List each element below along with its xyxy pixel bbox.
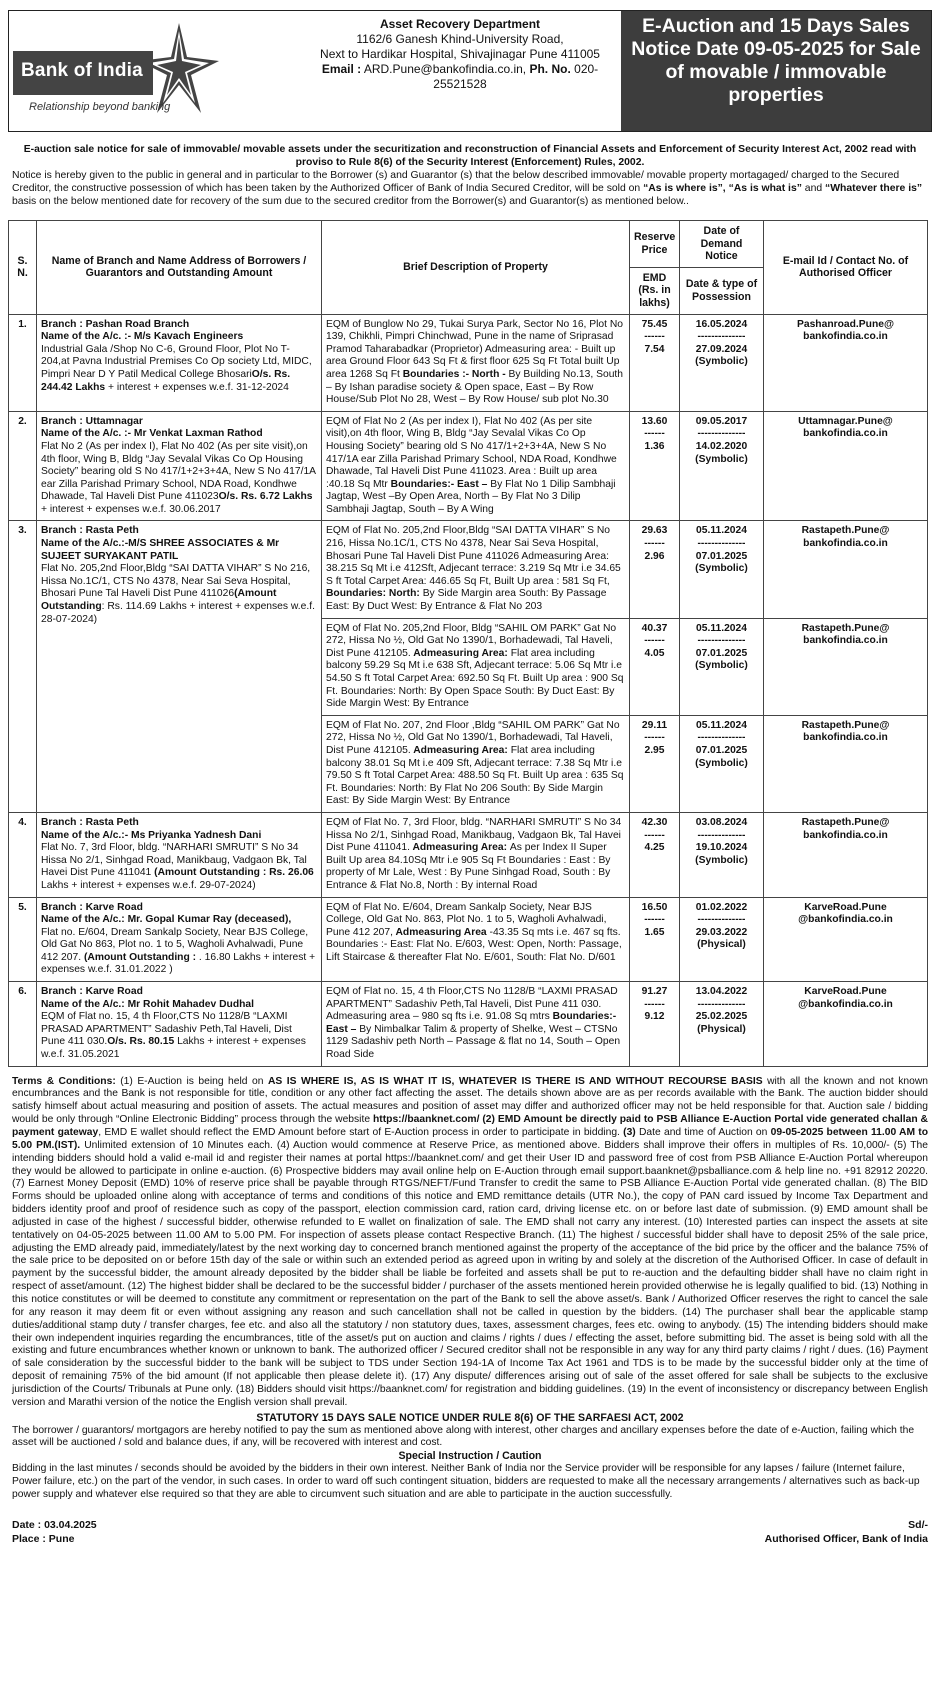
- officer-email-2: @bankofindia.co.in: [798, 998, 893, 1010]
- property-description: [322, 411, 630, 521]
- bank-logo-block: [9, 11, 299, 131]
- separator: --------------: [697, 829, 746, 841]
- possession-type: (Symbolic): [695, 453, 748, 465]
- possession-date: 14.02.2020: [695, 440, 748, 452]
- borrower-cell: [37, 411, 322, 521]
- borrower-address: EQM of Flat no. 15, 4 th Floor,CTS No 1128/B “LAXMI PRASAD APARTMENT” Sadashiv Peth,Tal Haveli, Dist Pune 411 030.: [41, 1011, 292, 1048]
- col-branch: Name of Branch and Name Address of Borrowers / Guarantors and Outstanding Amount: [37, 221, 322, 315]
- dates-cell: [680, 411, 764, 521]
- possession-type: (Physical): [697, 1023, 746, 1035]
- possession-type: (Symbolic): [695, 757, 748, 769]
- intro-text-2: basis on the below mentioned date for recovery of the sum due to the secured creditor from the Borrower(s) and Guarantor(s) as mentioned below..: [12, 196, 689, 207]
- description-bold: Admeasuring Area:: [410, 647, 511, 659]
- department-phone: 020-25521528: [433, 62, 599, 91]
- emd-amount: 2.95: [644, 744, 665, 756]
- description-bold: Boundaries:- East –: [326, 1011, 617, 1035]
- terms-text-1f: (3): [623, 1127, 636, 1138]
- officer-email-2: bankofindia.co.in: [803, 428, 888, 440]
- officer-email-2: bankofindia.co.in: [803, 538, 888, 550]
- demand-date: 13.04.2022: [695, 986, 748, 998]
- terms-text-1d: https://baanknet.com/ (2) EMD Amount be directly paid to PSB Alliance E-Auction Portal vide generated challan & payment gateway: [12, 1114, 928, 1138]
- officer-email-cell: [764, 411, 928, 521]
- officer-email-cell: [764, 897, 928, 982]
- intro-paragraph: [8, 169, 932, 208]
- officer-email-2: bankofindia.co.in: [803, 732, 888, 744]
- borrower-cell: [37, 897, 322, 982]
- reserve-emd-cell: [630, 314, 680, 411]
- description-text: EQM of Flat No. 7, 3rd Floor, bldg. “NARHARI SMRUTI” S No 34 Hissa No 2/1, Sinhgad Road, Manikbaug, Vadgaon Bk, Tal Havei Dist Pune 411041.: [326, 816, 622, 854]
- officer-email-1: Pashanroad.Pune@: [796, 318, 895, 330]
- emd-amount: 4.05: [644, 647, 665, 659]
- reserve-price: 16.50: [641, 901, 668, 913]
- emd-amount: 4.25: [644, 842, 665, 854]
- notice-place: Place : Pune: [12, 1532, 75, 1545]
- possession-type: (Symbolic): [695, 660, 748, 672]
- description-bold: Boundaries:- East –: [387, 478, 491, 490]
- bank-tagline: Relationship beyond banking: [29, 101, 171, 113]
- separator: ------: [644, 732, 665, 744]
- email-label: Email :: [321, 62, 362, 76]
- separator: --------------: [697, 998, 746, 1010]
- description-bold: Admeasuring Area:: [409, 842, 510, 854]
- terms-text-rest: Unlimited extension of 10 Minutes each. (4) Auction would commence at Reserve Price, as mentioned above. Bidders shall improve their offers in multiples of Rs. 10,000/- (5) The intending bidders should hold a valid e-mail id and register their names at portal https://baanknet.com/ and get their User ID and password free of cost from PSB Alliance E-Auction Portal whereupon they would be allowed to participate in online e-auction. (6) Prospective bidders may avail online help on E-Auction through email support.baanknet@psballiance.com & help line no. +91 82912 20220. (7) Earnest Money Deposit (EMD) 10% of reserve price shall be payable through RTGS/NEFT/Fund Transfer to credit the same to PSB Alliance E-Auction Portal vide generated challan. (8) The BID Forms should be uploaded online along with acceptance of terms and conditions of this notice and EMD remittance details (UTR No.), the copy of PAN card issued by Income Tax Department and bidders identity proof and proof of residence such as copy of the passport, election commission card, ration card, driving license etc. on or before last date of submission. (9) EMD amount shall be adjusted in case of the highest / successful bidder, otherwise refunded to E wallet on finalization of sale. The EMD shall not carry any interest. (10) Interested parties can inspect the assets at site tentatively on 04-05-2025 between 11.00 AM to 5.00 PM. For inspection of assets please contact Respective Branch. (11) The highest / successful bidder shall have to deposit 25% of the sale price, adjusting the EMD already paid, immediately/latest by the next working day to concerned branch mentioned against the property of the acceptance of the bid price by the officer and the balance 75% of the sale price to be deposited on or before 15th day of the sale or within such an extended period as agreed upon in writing by and solely at the discretion of the Authorised Officer. In case of default in payment by the successful bidder, the amount already deposited by the bidder shall be liable be forfeited and assets shall be put to re-auction and the defaulting bidder shall have no claim right in respect of asset/amount. (12) The highest bidder shall be declared to be the successful bidder / purchaser of the assets mentioned herein provided otherwise he is legally qualified to bid. (13) Nothing in this notice constitutes or will be deemed to constitute any commitment or representation on the part of the Bank to sell the above asset/s. Bank / Authorized Officer reserves the right to cancel the sale for any reason it may deem fit or even without assigning any reason and such cancellation shall not be called in question by the bidders. (14) The purchaser shall bear the applicable stamp duties/additional stamp duty / transfer charges, fee etc. and also all the statutory / non statutory dues, taxes, assessment charges, fees etc. owing to anybody. (15) The intending bidders should make their own independent inquiries regarding the encumbrances, title of the asset/s put on auction and claims / rights / dues / effecting the asset, before submitting bid. The asset is being sold with all the existing and future encumbrances whether known or unknown to bank. The authorized officer / Secured creditor shall not be responsible in any way for any third party claims / right / dues. (16) Payment of sale consideration by the successful bidder to the bank will be subject to TDS under Section 194-1A of Income Tax Act 1961 and TDS is to be made by the successful bidder only at the time of deposit of remaining 75% of the bid amount (If not applicable then please delete it). (17) Any dispute/ differences arising out of sale of the asset offered for sale shall be subjects to the exclusive jurisdiction of the Courts/ Tribunals at Pune only. (18) Bidders should visit https://baanknet.com/ for registration and bidding guidelines. (19) In the event of inconsistency or discrepancy between English version and Marathi version of the notice the English version shall prevail.: [12, 1139, 928, 1408]
- property-description: [322, 521, 630, 618]
- notice-date: Date : 03.04.2025: [12, 1518, 97, 1531]
- officer-email-2: @bankofindia.co.in: [798, 914, 893, 926]
- description-rest: By Flat No 1 Dilip Sambhaji Jagtap, West –By Open Area, North – By Flat No 3 Dilip Sambhaji Jagtap, South – By A Wing: [326, 478, 616, 515]
- borrower-address: Industrial Gala /Shop No C-6, Ground Floor, Plot No T-204,at Pavna Industrial Premises Co Op society Ltd, MIDC, Pimpri Near D Y Patil Medical College Bhosari: [41, 343, 312, 380]
- separator: ------: [644, 829, 665, 841]
- possession-date: 07.01.2025: [695, 647, 748, 659]
- emd-amount: 7.54: [644, 343, 665, 355]
- borrower-address: Flat No. 7, 3rd Floor, bldg. “NARHARI SMRUTI” S No 34 Hissa No 2/1, Sinhgad Road, Manikbaug, Vadgaon Bk, Tal Havei Dist Pune 411041: [41, 842, 307, 879]
- possession-type: (Symbolic): [695, 854, 748, 866]
- separator: ------: [644, 914, 665, 926]
- table-row: [9, 897, 928, 982]
- description-bold: Admeasuring Area: [393, 926, 490, 938]
- emd-amount: 2.96: [644, 550, 665, 562]
- branch-name: Branch : Pashan Road Branch: [41, 318, 190, 330]
- statutory-body: The borrower / guarantors/ mortgagors are hereby notified to pay the sum as mentioned above along with interest, other charges and ancillary expenses before the date of e-Auction, failing which the asset will be auctioned / sold and balance dues, if any, will be recovered with interest and cost.: [12, 1424, 915, 1449]
- intro-and: and: [801, 183, 826, 194]
- terms-text-1g: Date and time of Auction on: [635, 1127, 771, 1138]
- borrower-cell: [37, 521, 322, 812]
- intro-heading: E-auction sale notice for sale of immovable/ movable assets under the securitization and reconstruction of Financial Assets and Enforcement of Security Interest Act, 2002 read with proviso to Rule 8(6) of the Security Interest (Enforcement) Rules, 2002.: [23, 144, 917, 168]
- officer-email-1: Uttamnagar.Pune@: [798, 415, 893, 427]
- property-description: [322, 715, 630, 812]
- borrower-address: Flat No. 205,2nd Floor,Bldg “SAI DATTA VIHAR” S No 216, Hissa No.1C/1, CTS No 4378, Near Sai Seva Hospital, Bhosari Pune Tal Haveli Dist Pune 411026: [41, 563, 311, 600]
- possession-type: (Symbolic): [695, 356, 748, 368]
- reserve-emd-cell: [630, 812, 680, 897]
- col-possession: Date & type of Possession: [680, 267, 764, 314]
- separator: --------------: [697, 914, 746, 926]
- branch-name: Branch : Karve Road: [41, 901, 143, 913]
- outstanding-rest: + interest + expenses w.e.f. 31-12-2024: [105, 381, 289, 393]
- demand-date: 16.05.2024: [695, 318, 748, 330]
- demand-date: 05.11.2024: [696, 525, 747, 537]
- dates-cell: [680, 982, 764, 1067]
- col-description: Brief Description of Property: [322, 221, 630, 315]
- property-description: [322, 897, 630, 982]
- outstanding-rest: Lakhs + interest + expenses w.e.f. 29-07-2024): [41, 879, 256, 891]
- reserve-price: 29.63: [641, 525, 668, 537]
- dates-cell: [680, 812, 764, 897]
- outstanding-label: O/s. Rs. 6.72 Lakhs: [218, 491, 313, 503]
- possession-type: (Physical): [697, 939, 746, 951]
- emd-amount: 1.36: [644, 440, 665, 452]
- outstanding-rest: . 16.80 Lakhs + interest + expenses w.e.f. 31.01.2022 ): [41, 951, 316, 976]
- officer-email-1: Rastapeth.Pune@: [801, 719, 890, 731]
- property-description: [322, 314, 630, 411]
- signature: Sd/-: [908, 1518, 928, 1531]
- separator: ------: [644, 538, 665, 550]
- possession-date: 25.02.2025: [695, 1011, 748, 1023]
- separator: ------: [644, 635, 665, 647]
- officer-email-cell: [764, 715, 928, 812]
- properties-table: [8, 220, 928, 1067]
- property-description: [322, 618, 630, 715]
- outstanding-label: (Amount Outstanding: [41, 588, 277, 613]
- separator: ------: [644, 428, 665, 440]
- officer-email-2: bankofindia.co.in: [803, 635, 888, 647]
- outstanding-label: O/s. Rs. 244.42 Lakhs: [41, 368, 291, 393]
- officer-email-1: KarveRoad.Pune: [804, 901, 887, 913]
- authorised-officer: Authorised Officer, Bank of India: [764, 1532, 928, 1545]
- description-rest: By Side Margin area South: By Passage East: By Duct West: By Entrance & Flat No 203: [326, 588, 607, 613]
- outstanding-rest: : Rs. 114.69 Lakhs + interest + expenses w.e.f. 28-07-2024): [41, 601, 315, 625]
- officer-email-1: Rastapeth.Pune@: [801, 622, 890, 634]
- reserve-emd-cell: [630, 982, 680, 1067]
- officer-email-1: Rastapeth.Pune@: [801, 816, 890, 828]
- description-bold: Boundaries: North:: [326, 588, 423, 600]
- account-name: Name of the A/c. :- M/s Kavach Engineers: [41, 331, 244, 343]
- reserve-emd-cell: [630, 715, 680, 812]
- separator: ------: [644, 331, 665, 343]
- department-email: ARD.Pune@bankofindia.co.in,: [363, 62, 527, 76]
- description-text: EQM of Flat No. 205,2nd Floor,Bldg “SAI DATTA VIHAR” S No 216, Hissa No.1C/1, CTS No 4378, Near Sai Seva Hospital, Bhosari Pune Tal Haveli Dist Pune 411026 Admeasuring Area: 38.215 Sq Mt i.e 412Sft, Adjecant terrace: 3.219 Sq Mtr i.e 34.65 S ft Total Carpet Area: 446.65 Sq Ft, Built Up area : 581 Sq Ft,: [326, 525, 621, 587]
- reserve-emd-cell: [630, 897, 680, 982]
- description-text: EQM of Flat no. 15, 4 th Floor,CTS No 1128/B “LAXMI PRASAD APARTMENT” Sadashiv Peth,Tal Haveli, Dist Pune 411 030. Admeasuring area – 980 sq fts i.e. 91.08 Sq mtrs: [326, 986, 618, 1023]
- table-header-row: [9, 221, 928, 268]
- department-address: [299, 11, 621, 131]
- table-row: [9, 314, 928, 411]
- emd-amount: 1.65: [644, 926, 665, 938]
- dates-cell: [680, 897, 764, 982]
- demand-date: 03.08.2024: [695, 816, 748, 828]
- address-line-2: Next to Hardikar Hospital, Shivajinagar Pune 411005: [320, 47, 600, 61]
- separator: --------------: [697, 331, 746, 343]
- officer-email-cell: [764, 314, 928, 411]
- separator: --------------: [697, 538, 746, 550]
- reserve-emd-cell: [630, 411, 680, 521]
- description-rest: Flat area including balcony 38.01 Sq Mt i.e 409 Sft, Adjecant terrace: 7.38 Sq Mtr i.e 79.50 S ft Total Carpet Area: 488.50 Sq Ft. Built Up area : 635 Sq Ft. Boundaries: North: By Flat No 206 South: By Side Margin East: By Side Margin West: By Entrance: [326, 744, 624, 807]
- description-text: EQM of Flat No. E/604, Dream Sankalp Society, Near BJS College, Old Gat No. 863, Plot No. 1 to 5, Wagholi Avhalwadi, Pune 412 207,: [326, 901, 607, 938]
- borrower-cell: [37, 812, 322, 897]
- terms-and-conditions: [8, 1076, 932, 1410]
- description-rest: By Nimbalkar Talim & property of Shelke, West – CTSNo 1129 Sadashiv peth North – Passage & flat no 14, South – Open Road Side: [326, 1023, 621, 1061]
- account-name: Name of the A/c. :- Mr Venkat Laxman Rathod: [41, 428, 263, 440]
- officer-email-cell: [764, 982, 928, 1067]
- terms-text-1b: AS IS WHERE IS, AS IS WHAT IT IS, WHATEVER IS THERE IS AND WITHOUT RECOURSE BASIS: [267, 1075, 763, 1087]
- officer-email-2: bankofindia.co.in: [803, 331, 888, 343]
- table-row: [9, 982, 928, 1067]
- col-demand-date: Date of Demand Notice: [680, 221, 764, 268]
- reserve-price: 29.11: [641, 719, 668, 731]
- officer-email-1: Rastapeth.Pune@: [801, 525, 890, 537]
- borrower-address: Flat No 2 (As per index I), Flat No 402 (As per site visit),on 4th floor, Wing B, Bldg “Jay Sevalal Vikas Co Op Housing Society” bearing old S No 417/1+2+3+4A, New S No 417/1A ear Zilla Parishad Primary School, NDA Road, Kondhwe Dhawade, Tal Haveli Dist Pune 411023: [41, 440, 316, 503]
- terms-text-1h: 09-05-2025 between 11.00 AM to 5.00 PM.(IST).: [12, 1127, 928, 1151]
- description-text: EQM of Flat No. 205,2nd Floor, Bldg “SAHIL OM PARK” Gat No 272, Hissa No ½, Old Gat No 1390/1, Borhadewadi, Tal Haveli, Dist Pune 412105.: [326, 622, 617, 659]
- separator: --------------: [697, 732, 746, 744]
- dates-cell: [680, 715, 764, 812]
- officer-email-1: KarveRoad.Pune: [804, 986, 887, 998]
- account-name: Name of the A/c.:-M/S SHREE ASSOCIATES & Mr SUJEET SURYAKANT PATIL: [41, 538, 280, 562]
- col-sn: S. N.: [9, 221, 37, 315]
- borrower-cell: [37, 982, 322, 1067]
- property-description: [322, 982, 630, 1067]
- separator: --------------: [697, 428, 746, 440]
- reserve-emd-cell: [630, 618, 680, 715]
- description-text: EQM of Flat No. 207, 2nd Floor ,Bldg “SAHIL OM PARK” Gat No 272, Hissa No ½, Old Gat No 1390/1, Borhadewadi, Tal Haveli, Dist Pune 412105.: [326, 719, 620, 756]
- serial-number: 6.: [9, 982, 37, 1067]
- branch-name: Branch : Uttamnagar: [41, 415, 143, 427]
- emd-amount: 9.12: [644, 1011, 665, 1023]
- reserve-price: 91.27: [641, 986, 668, 998]
- demand-date: 05.11.2024: [696, 719, 747, 731]
- possession-type: (Symbolic): [695, 563, 748, 575]
- officer-email-cell: [764, 812, 928, 897]
- intro-quote-2: “Whatever there is”: [825, 183, 923, 194]
- borrower-cell: [37, 314, 322, 411]
- special-body: Bidding in the last minutes / seconds should be avoided by the bidders in their own interest. Neither Bank of India nor the Service provider will be responsible for any lapses / failure (Internet failure, Power failure, etc.) on the part of the vendor, in such cases. In order to ward off such contingent situation, bidders are requested to make all the necessary arrangements / alternatives such as back-up power supply and whatever else required so that they are able to circumvent such situation and are able to participate in the auction successfully.: [12, 1463, 920, 1500]
- terms-text-1c: with all the known and not known encumbrances and the Bank is not responsible for title, condition or any other fact affecting the asset. The details shown above are as per records available with the Bank. The auction bidder should satisfy himself about actual measuring and position of assets. The actual measures and position of asset may differ and authorized officer may not be held responsible for that. Auction sale / bidding would be only through “Online Electronic Bidding” process through the website: [12, 1075, 928, 1126]
- notice-title: E-Auction and 15 Days Sales Notice Date 09-05-2025 for Sale of movable / immovable properties: [621, 11, 931, 131]
- intro-quote-1: “As is where is”, “As is what is”: [643, 183, 802, 194]
- address-line-1: 1162/6 Ganesh Khind-University Road,: [356, 32, 564, 46]
- serial-number: 4.: [9, 812, 37, 897]
- intro-text-1: Notice is hereby given to the public in general and in particular to the Borrower (s) and Guarantor (s) that the below described immovable/ movable property mortagaged/ charged to the Secured Creditor, the constructive possession of which has been taken by the Authorized Officer of Bank of India Secured Creditor, will be sold on: [12, 170, 900, 194]
- account-name: Name of the A/c.:- Ms Priyanka Yadnesh Dani: [41, 829, 262, 841]
- terms-text-1a: (1) E-Auction is being held on: [115, 1075, 268, 1087]
- demand-date: 01.02.2022: [695, 901, 748, 913]
- description-rest: As per Index II Super Built Up area 84.10Sq Mtr i.e 905 Sq Ft Boundaries : East : By property of Mr Lale, West : By Pune Sinhgad Road, South : By Entrance & Flat No.8, North : By internal Road: [326, 842, 611, 891]
- possession-date: 07.01.2025: [695, 550, 748, 562]
- outstanding-label: (Amount Outstanding :: [81, 951, 199, 963]
- col-reserve-price: Reserve Price: [630, 221, 680, 268]
- special-title: Special Instruction / Caution: [398, 1450, 542, 1463]
- serial-number: 3.: [9, 521, 37, 812]
- outstanding-rest: + interest + expenses w.e.f. 30.06.2017: [41, 503, 221, 515]
- possession-date: 29.03.2022: [695, 926, 748, 938]
- demand-date: 09.05.2017: [695, 415, 748, 427]
- officer-email-cell: [764, 521, 928, 618]
- outstanding-label: (Amount Outstanding : Rs. 26.06: [151, 867, 314, 879]
- account-name: Name of the A/c.: Mr Rohit Mahadev Dudhal: [41, 998, 255, 1010]
- reserve-emd-cell: [630, 521, 680, 618]
- reserve-price: 42.30: [641, 816, 668, 828]
- possession-date: 27.09.2024: [695, 343, 748, 355]
- description-rest: Flat area including balcony 59.29 Sq Mt i.e 638 Sft, Adjecant terrace: 5.06 Sq Mtr i.e 54.50 S ft Total Carpet Area: 692.50 Sq Ft. Built Up area : 900 Sq Ft. Boundaries: North: By Open Space South: By Duct East: By Side Margin West: By Entrance: [326, 647, 624, 710]
- serial-number: 2.: [9, 411, 37, 521]
- terms-label: Terms & Conditions:: [12, 1075, 116, 1087]
- description-text: EQM of Flat No 2 (As per index I), Flat No 402 (As per site visit),on 4th floor, Wing B, Bldg “Jay Sevalal Vikas Co Op Housing Society” bearing old S No 417/1+2+3+4A, New S No 417/1A ear Zilla Parishad Primary School, NDA Road, Kondhwe Dhawade, Tal Haveli Dist Pune 411023. Area : Built up area :40.18 Sq Mtr: [326, 415, 617, 490]
- outstanding-rest: Lakhs + interest + expenses w.e.f. 31.05.2021: [41, 1036, 306, 1061]
- description-bold: Boundaries :- North -: [399, 368, 509, 380]
- dates-cell: [680, 618, 764, 715]
- notice-header: [8, 10, 932, 132]
- dates-cell: [680, 521, 764, 618]
- possession-date: 19.10.2024: [695, 842, 748, 854]
- description-rest: By Building No.13, South – By Ishan paradise society & Open space, East – By Row House/Sub Plot No 28, West – By Row House/ sub plot No.30: [326, 368, 624, 406]
- reserve-price: 13.60: [641, 415, 668, 427]
- officer-email-cell: [764, 618, 928, 715]
- separator: ------: [644, 998, 665, 1010]
- notice-footer: [8, 1518, 932, 1546]
- description-rest: -43.35 Sq mts i.e. 467 sq fts. Boundaries :- East: Flat No. E/603, West: Open, North: Passage, Lift Staircase & thereafter Flat No. E/601, South: Flat No. D/601: [326, 926, 622, 963]
- borrower-address: Flat no. E/604, Dream Sankalp Society, Near BJS College, Old Gat No 863, Plot no. 1 to 5, Wagholi Avhalwadi, Pune 412 207.: [41, 926, 309, 963]
- branch-name: Branch : Rasta Peth: [41, 525, 139, 537]
- outstanding-label: O/s. Rs. 80.15: [107, 1036, 175, 1048]
- branch-name: Branch : Rasta Peth: [41, 816, 139, 828]
- account-name: Name of the A/c.: Mr. Gopal Kumar Ray (deceased),: [41, 914, 292, 926]
- bank-logo-text: Bank of India: [21, 60, 143, 81]
- department-name: Asset Recovery Department: [379, 17, 541, 31]
- branch-name: Branch : Karve Road: [41, 986, 143, 998]
- serial-number: 1.: [9, 314, 37, 411]
- serial-number: 5.: [9, 897, 37, 982]
- table-row: [9, 812, 928, 897]
- table-row: [9, 411, 928, 521]
- description-bold: Admeasuring Area:: [410, 744, 511, 756]
- officer-email-2: bankofindia.co.in: [803, 829, 888, 841]
- demand-date: 05.11.2024: [696, 622, 747, 634]
- phone-label: Ph. No.: [529, 62, 571, 76]
- possession-date: 07.01.2025: [695, 744, 748, 756]
- description-text: EQM of Bunglow No 29, Tukai Surya Park, Sector No 16, Plot No 139, Chikhli, Pimpri Chinchwad, Pune in the name of Sriprasad Pramod Taharabadkar (Proprietor) Admeasuring area: - Built up area Ground Floor 643 Sq Ft & first floor 625 Sq Ft Total built Up area 1268 Sq Ft: [326, 318, 624, 380]
- col-emd: EMD (Rs. in lakhs): [630, 267, 680, 314]
- contact-line: [299, 62, 621, 92]
- col-email: E-mail Id / Contact No. of Authorised Officer: [764, 221, 928, 315]
- statutory-title: STATUTORY 15 DAYS SALE NOTICE UNDER RULE 8(6) OF THE SARFAESI ACT, 2002: [256, 1411, 684, 1424]
- terms-text-1e: , EMD E wallet should reflect the EMD Amount before start of E-Auction process in order to participate in bidding.: [98, 1127, 624, 1138]
- property-description: [322, 812, 630, 897]
- separator: --------------: [697, 635, 746, 647]
- reserve-price: 40.37: [641, 622, 668, 634]
- reserve-price: 75.45: [641, 318, 668, 330]
- table-row: [9, 521, 928, 618]
- dates-cell: [680, 314, 764, 411]
